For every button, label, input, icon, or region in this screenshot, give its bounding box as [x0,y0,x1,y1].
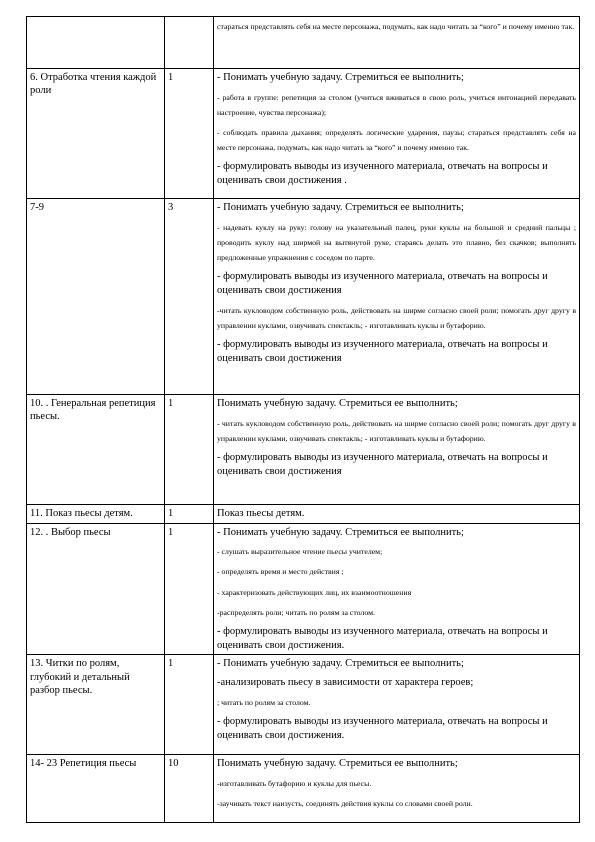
lesson-plan-body [27,17,580,823]
activity-text: - слушать выразительное чтение пьесы учителем; [217,547,383,557]
activity-text: Понимать учебную задачу. Стремиться ее выполнить; [217,398,458,409]
activity-text: - соблюдать правила дыхания; определять логические ударения, паузы; стараться представлять себя на месте персонажа, подумать, как надо читать за “кого” и почему именно так. [217,128,576,153]
hours-cell: 10 [165,755,214,823]
activity-text: -заучивать текст наизусть, соединять действия куклы со словами своей роли. [217,799,473,809]
activity-text: Понимать учебную задачу. Стремиться ее выполнить; [217,758,458,770]
activities-cell [214,523,580,655]
activity-text: - характеризовать действующих лиц, их взаимоотношения [217,587,412,597]
activities-cell [214,199,580,395]
activity-text: - Понимать учебную задачу. Стремиться ее выполнить; [217,526,464,538]
activity-text: - формулировать выводы из изученного материала, отвечать на вопросы и оценивать свои достижения [217,271,548,296]
activity-text: - определять время и место действия ; [217,567,344,577]
activities-cell [214,17,580,69]
hours-cell: 3 [165,199,214,395]
hours-cell: 1 [165,655,214,755]
activity-text: -читать кукловодом собственную роль, действовать на ширме согласно своей роли; помогать друг другу в управлении куклами, озвучивать спектакль; - изготавливать куклы и бутафорию. [217,305,576,330]
activity-text: - Понимать учебную задачу. Стремиться ее выполнить; [217,658,464,670]
activity-text: - работа в группе: репетиция за столом (учиться вживаться в свою роль, учиться интонацией передавать настроение, чувства персонажа); [217,92,576,117]
table-row [27,395,580,505]
topic-cell: 14- 23 Репетиция пьесы [27,755,165,823]
table-row [27,523,580,655]
activities-cell [214,505,580,524]
activity-text: - формулировать выводы из изученного материала, отвечать на вопросы и оценивать свои достижения. [217,626,548,651]
topic-cell: 13. Читки по ролям, глубокий и детальный разбор пьесы. [27,655,165,755]
activity-text: - Понимать учебную задачу. Стремиться ее выполнить; [217,72,464,83]
activities-cell [214,395,580,505]
topic-cell [27,17,165,69]
topic-cell: 10. . Генеральная репетиция пьесы. [27,395,165,505]
hours-cell [165,17,214,69]
activity-text: - формулировать выводы из изученного материала, отвечать на вопросы и оценивать свои достижения [217,452,548,477]
hours-cell: 1 [165,69,214,199]
activity-text: - формулировать выводы из изученного материала, отвечать на вопросы и оценивать свои достижения. [217,715,548,741]
topic-cell: 12. . Выбор пьесы [27,523,165,655]
topic-cell: 7-9 [27,199,165,395]
table-row [27,199,580,395]
activities-cell [214,655,580,755]
hours-cell: 1 [165,523,214,655]
activity-text: -изготавливать бутафорию и куклы для пьесы. [217,779,372,789]
activity-text: ; читать по ролям за столом. [217,697,311,707]
topic-cell: 11. Показ пьесы детям. [27,505,165,524]
activity-text: -анализировать пьесу в зависимости от характера героев; [217,677,474,689]
activity-text: - формулировать выводы из изученного материала, отвечать на вопросы и оценивать свои достижения [217,338,548,364]
table-row [27,655,580,755]
table-row [27,69,580,199]
activity-text: Показ пьесы детям. [217,508,305,519]
hours-cell: 1 [165,395,214,505]
table-row [27,17,580,69]
table-row [27,505,580,524]
activities-cell [214,755,580,823]
activities-cell [214,69,580,199]
activity-text: - Понимать учебную задачу. Стремиться ее выполнить; [217,202,464,213]
activity-text: -распределять роли; читать по ролям за столом. [217,607,375,617]
activity-text: - формулировать выводы из изученного материала, отвечать на вопросы и оценивать свои достижения . [217,161,548,187]
activity-text: стараться представлять себя на месте персонажа, подумать, как надо читать за “кого” и почему именно так. [217,22,575,31]
activity-text: - читать кукловодом собственную роль, действовать на ширме согласно своей роли; помогать друг другу в управлении куклами, озвучивать спектакль; - изготавливать куклы и бутафорию. [217,418,576,443]
activity-text: - надевать куклу на руку: голову на указательный палец, руки куклы на большой и средний пальцы ; проводить куклу над ширмой на вытянутой руке, стараясь делать это плавно, без скачков; выполнять предложенные упражнения с соседом по парте. [217,222,576,263]
topic-cell: 6. Отработка чтения каждой роли [27,69,165,199]
lesson-plan-table [26,16,580,823]
table-row [27,755,580,823]
hours-cell: 1 [165,505,214,524]
